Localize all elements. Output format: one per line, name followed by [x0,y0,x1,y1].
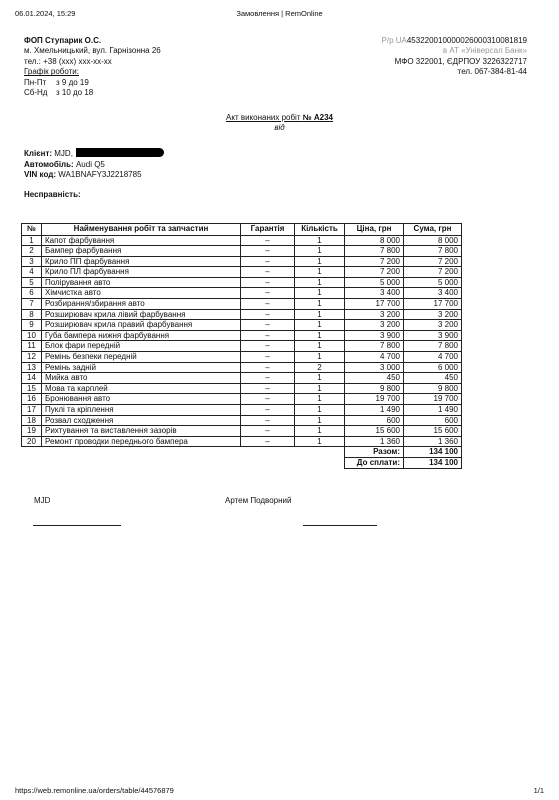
vin-value: WA1BNAFY3J2218785 [58,170,142,180]
table-row [22,341,462,352]
schedule-row [24,88,161,98]
bank-name: в АТ «Універсал Банк» [442,46,527,56]
col-header-quantity: Кількість [295,224,345,236]
cell-number: 14 [22,373,42,384]
cell-sum: 19 700 [404,394,462,405]
cell-name: Полірування авто [42,277,241,288]
cell-sum: 7 200 [404,256,462,267]
cell-quantity: 1 [295,299,345,310]
cell-quantity: 1 [295,352,345,363]
signature-executor-name: Артем Подворний [225,496,292,505]
cell-price: 3 200 [345,320,404,331]
table-row [22,256,462,267]
cell-number: 20 [22,436,42,447]
cell-number: 11 [22,341,42,352]
cell-price: 600 [345,415,404,426]
company-info [24,36,161,98]
vin-label: VIN код: [24,170,56,180]
cell-warranty: – [241,235,295,246]
cell-price: 5 000 [345,277,404,288]
cell-quantity: 1 [295,341,345,352]
cell-name: Розвал сходження [42,415,241,426]
vin-row [24,170,164,181]
cell-sum: 4 700 [404,352,462,363]
col-header-price: Ціна, грн [345,224,404,236]
cell-price: 17 700 [345,299,404,310]
works-table [21,223,462,469]
cell-name: Крило ПЛ фарбування [42,267,241,278]
cell-price: 7 800 [345,341,404,352]
cell-quantity: 1 [295,246,345,257]
cell-quantity: 1 [295,288,345,299]
cell-warranty: – [241,309,295,320]
cell-number: 19 [22,426,42,437]
bank-mfo-edrpou: МФО 322001, ЄДРПОУ 3226322717 [394,56,527,66]
cell-number: 13 [22,362,42,373]
redaction-bar [76,148,164,157]
table-row [22,309,462,320]
table-row [22,330,462,341]
cell-price: 3 200 [345,309,404,320]
col-header-sum: Сума, грн [404,224,462,236]
cell-sum: 3 200 [404,309,462,320]
cell-price: 7 800 [345,246,404,257]
cell-quantity: 1 [295,320,345,331]
col-header-warranty: Гарантія [241,224,295,236]
cell-sum: 3 200 [404,320,462,331]
cell-quantity: 1 [295,426,345,437]
cell-price: 8 000 [345,235,404,246]
table-row [22,426,462,437]
cell-number: 16 [22,394,42,405]
cell-warranty: – [241,405,295,416]
cell-price: 1 490 [345,405,404,416]
cell-price: 19 700 [345,394,404,405]
signature-line-executor [303,525,377,526]
table-row [22,415,462,426]
cell-sum: 8 000 [404,235,462,246]
client-name: MJD, [54,149,73,158]
cell-name: Блок фари передній [42,341,241,352]
cell-quantity: 2 [295,362,345,373]
cell-warranty: – [241,320,295,331]
cell-price: 3 900 [345,330,404,341]
company-address: м. Хмельницький, вул. Гарнізонна 26 [24,46,161,56]
cell-sum: 7 800 [404,341,462,352]
cell-warranty: – [241,383,295,394]
act-number: № А234 [302,113,333,122]
cell-quantity: 1 [295,256,345,267]
cell-quantity: 1 [295,415,345,426]
bank-account [382,36,527,46]
cell-quantity: 1 [295,330,345,341]
cell-name: Рихтування та виставлення зазорів [42,426,241,437]
cell-name: Ремінь задній [42,362,241,373]
cell-warranty: – [241,352,295,363]
cell-quantity: 1 [295,383,345,394]
cell-name: Розбирання/збирання авто [42,299,241,310]
table-row [22,383,462,394]
subtotal-label: Разом: [345,447,404,458]
client-label: Клієнт: [24,149,53,158]
cell-quantity: 1 [295,235,345,246]
act-date-label: від [274,123,285,132]
cell-sum: 5 000 [404,277,462,288]
bank-phone: тел. 067-384-81-44 [457,67,527,77]
client-row [24,148,164,160]
cell-warranty: – [241,341,295,352]
table-row [22,299,462,310]
cell-name: Мова та карплей [42,383,241,394]
cell-name: Бампер фарбування [42,246,241,257]
cell-quantity: 1 [295,394,345,405]
cell-price: 7 200 [345,256,404,267]
cell-name: Хімчистка авто [42,288,241,299]
print-datetime: 06.01.2024, 15:29 [15,9,76,18]
schedule-title: Графік роботи: [24,67,79,77]
cell-price: 1 360 [345,436,404,447]
cell-warranty: – [241,288,295,299]
cell-sum: 15 600 [404,426,462,437]
cell-name: Розширювач крила правий фарбування [42,320,241,331]
cell-warranty: – [241,373,295,384]
cell-sum: 6 000 [404,362,462,373]
signature-line-client [33,525,121,526]
car-value: Audi Q5 [75,159,105,169]
cell-number: 6 [22,288,42,299]
cell-number: 3 [22,256,42,267]
cell-name: Губа бампера нижня фарбування [42,330,241,341]
car-row [24,160,164,171]
table-header-row [22,224,462,236]
cell-price: 450 [345,373,404,384]
bank-account-number: 453220010000026000310081819 [406,36,527,45]
cell-quantity: 1 [295,405,345,416]
schedule-row [24,78,161,88]
table-row [22,288,462,299]
cell-number: 9 [22,320,42,331]
cell-name: Бронювання авто [42,394,241,405]
bank-account-label: Р/р UA [381,36,407,45]
col-header-name: Найменування робіт та запчастин [42,224,241,236]
cell-warranty: – [241,246,295,257]
cell-name: Розширювач крила лівий фарбування [42,309,241,320]
schedule-hours: з 10 до 18 [56,88,94,98]
cell-sum: 17 700 [404,299,462,310]
cell-sum: 450 [404,373,462,384]
cell-sum: 1 360 [404,436,462,447]
cell-number: 18 [22,415,42,426]
subtotal-value: 134 100 [404,447,462,458]
cell-sum: 9 800 [404,383,462,394]
schedule-days: Пн-Пт [24,77,47,87]
cell-warranty: – [241,330,295,341]
table-row [22,405,462,416]
table-row [22,436,462,447]
cell-sum: 3 400 [404,288,462,299]
cell-name: Ремінь безпеки передній [42,352,241,363]
subtotal-row [22,447,462,458]
table-row [22,373,462,384]
cell-quantity: 1 [295,309,345,320]
cell-warranty: – [241,267,295,278]
cell-warranty: – [241,426,295,437]
client-block [24,148,164,181]
cell-price: 15 600 [345,426,404,437]
cell-sum: 3 900 [404,330,462,341]
total-row [22,457,462,468]
total-value: 134 100 [404,457,462,468]
print-page-title: Замовлення | RemOnline [236,9,323,18]
cell-warranty: – [241,362,295,373]
cell-quantity: 1 [295,373,345,384]
cell-sum: 7 800 [404,246,462,257]
table-row [22,394,462,405]
cell-name: Мийка авто [42,373,241,384]
total-label: До сплати: [345,457,404,468]
cell-number: 4 [22,267,42,278]
schedule-hours: з 9 до 19 [56,77,89,87]
cell-number: 2 [22,246,42,257]
bank-details [382,36,527,78]
footer-url: https://web.remonline.ua/orders/table/44576879 [15,786,174,795]
cell-quantity: 1 [295,436,345,447]
act-title [0,113,559,122]
cell-number: 15 [22,383,42,394]
cell-sum: 7 200 [404,267,462,278]
act-title-text: Акт виконаних робіт [226,113,301,122]
cell-number: 7 [22,299,42,310]
cell-name: Ремонт проводки переднього бампера [42,436,241,447]
cell-warranty: – [241,394,295,405]
cell-number: 17 [22,405,42,416]
table-row [22,352,462,363]
cell-number: 10 [22,330,42,341]
cell-number: 1 [22,235,42,246]
cell-quantity: 1 [295,267,345,278]
table-row [22,235,462,246]
defect-label: Несправність: [24,190,81,199]
cell-sum: 1 490 [404,405,462,416]
cell-number: 12 [22,352,42,363]
cell-quantity: 1 [295,277,345,288]
signature-client-name: MJD [34,496,51,505]
table-row [22,320,462,331]
footer-page-number: 1/1 [533,786,544,795]
cell-price: 9 800 [345,383,404,394]
table-row [22,362,462,373]
cell-number: 8 [22,309,42,320]
cell-warranty: – [241,415,295,426]
company-phone: тел.: +38 (xxx) xxx-xx-xx [24,56,112,66]
cell-price: 7 200 [345,267,404,278]
col-header-number: № [22,224,42,236]
cell-price: 3 400 [345,288,404,299]
cell-warranty: – [241,256,295,267]
cell-warranty: – [241,299,295,310]
cell-number: 5 [22,277,42,288]
schedule-days: Сб-Нд [24,88,48,98]
table-row [22,267,462,278]
cell-warranty: – [241,277,295,288]
car-label: Автомобіль: [24,159,74,169]
company-name: ФОП Ступарик О.С. [24,36,102,45]
table-row [22,246,462,257]
cell-name: Капот фарбування [42,235,241,246]
cell-name: Крило ПП фарбування [42,256,241,267]
table-row [22,277,462,288]
cell-sum: 600 [404,415,462,426]
cell-name: Пуклі та кріплення [42,405,241,416]
cell-warranty: – [241,436,295,447]
cell-price: 4 700 [345,352,404,363]
cell-price: 3 000 [345,362,404,373]
